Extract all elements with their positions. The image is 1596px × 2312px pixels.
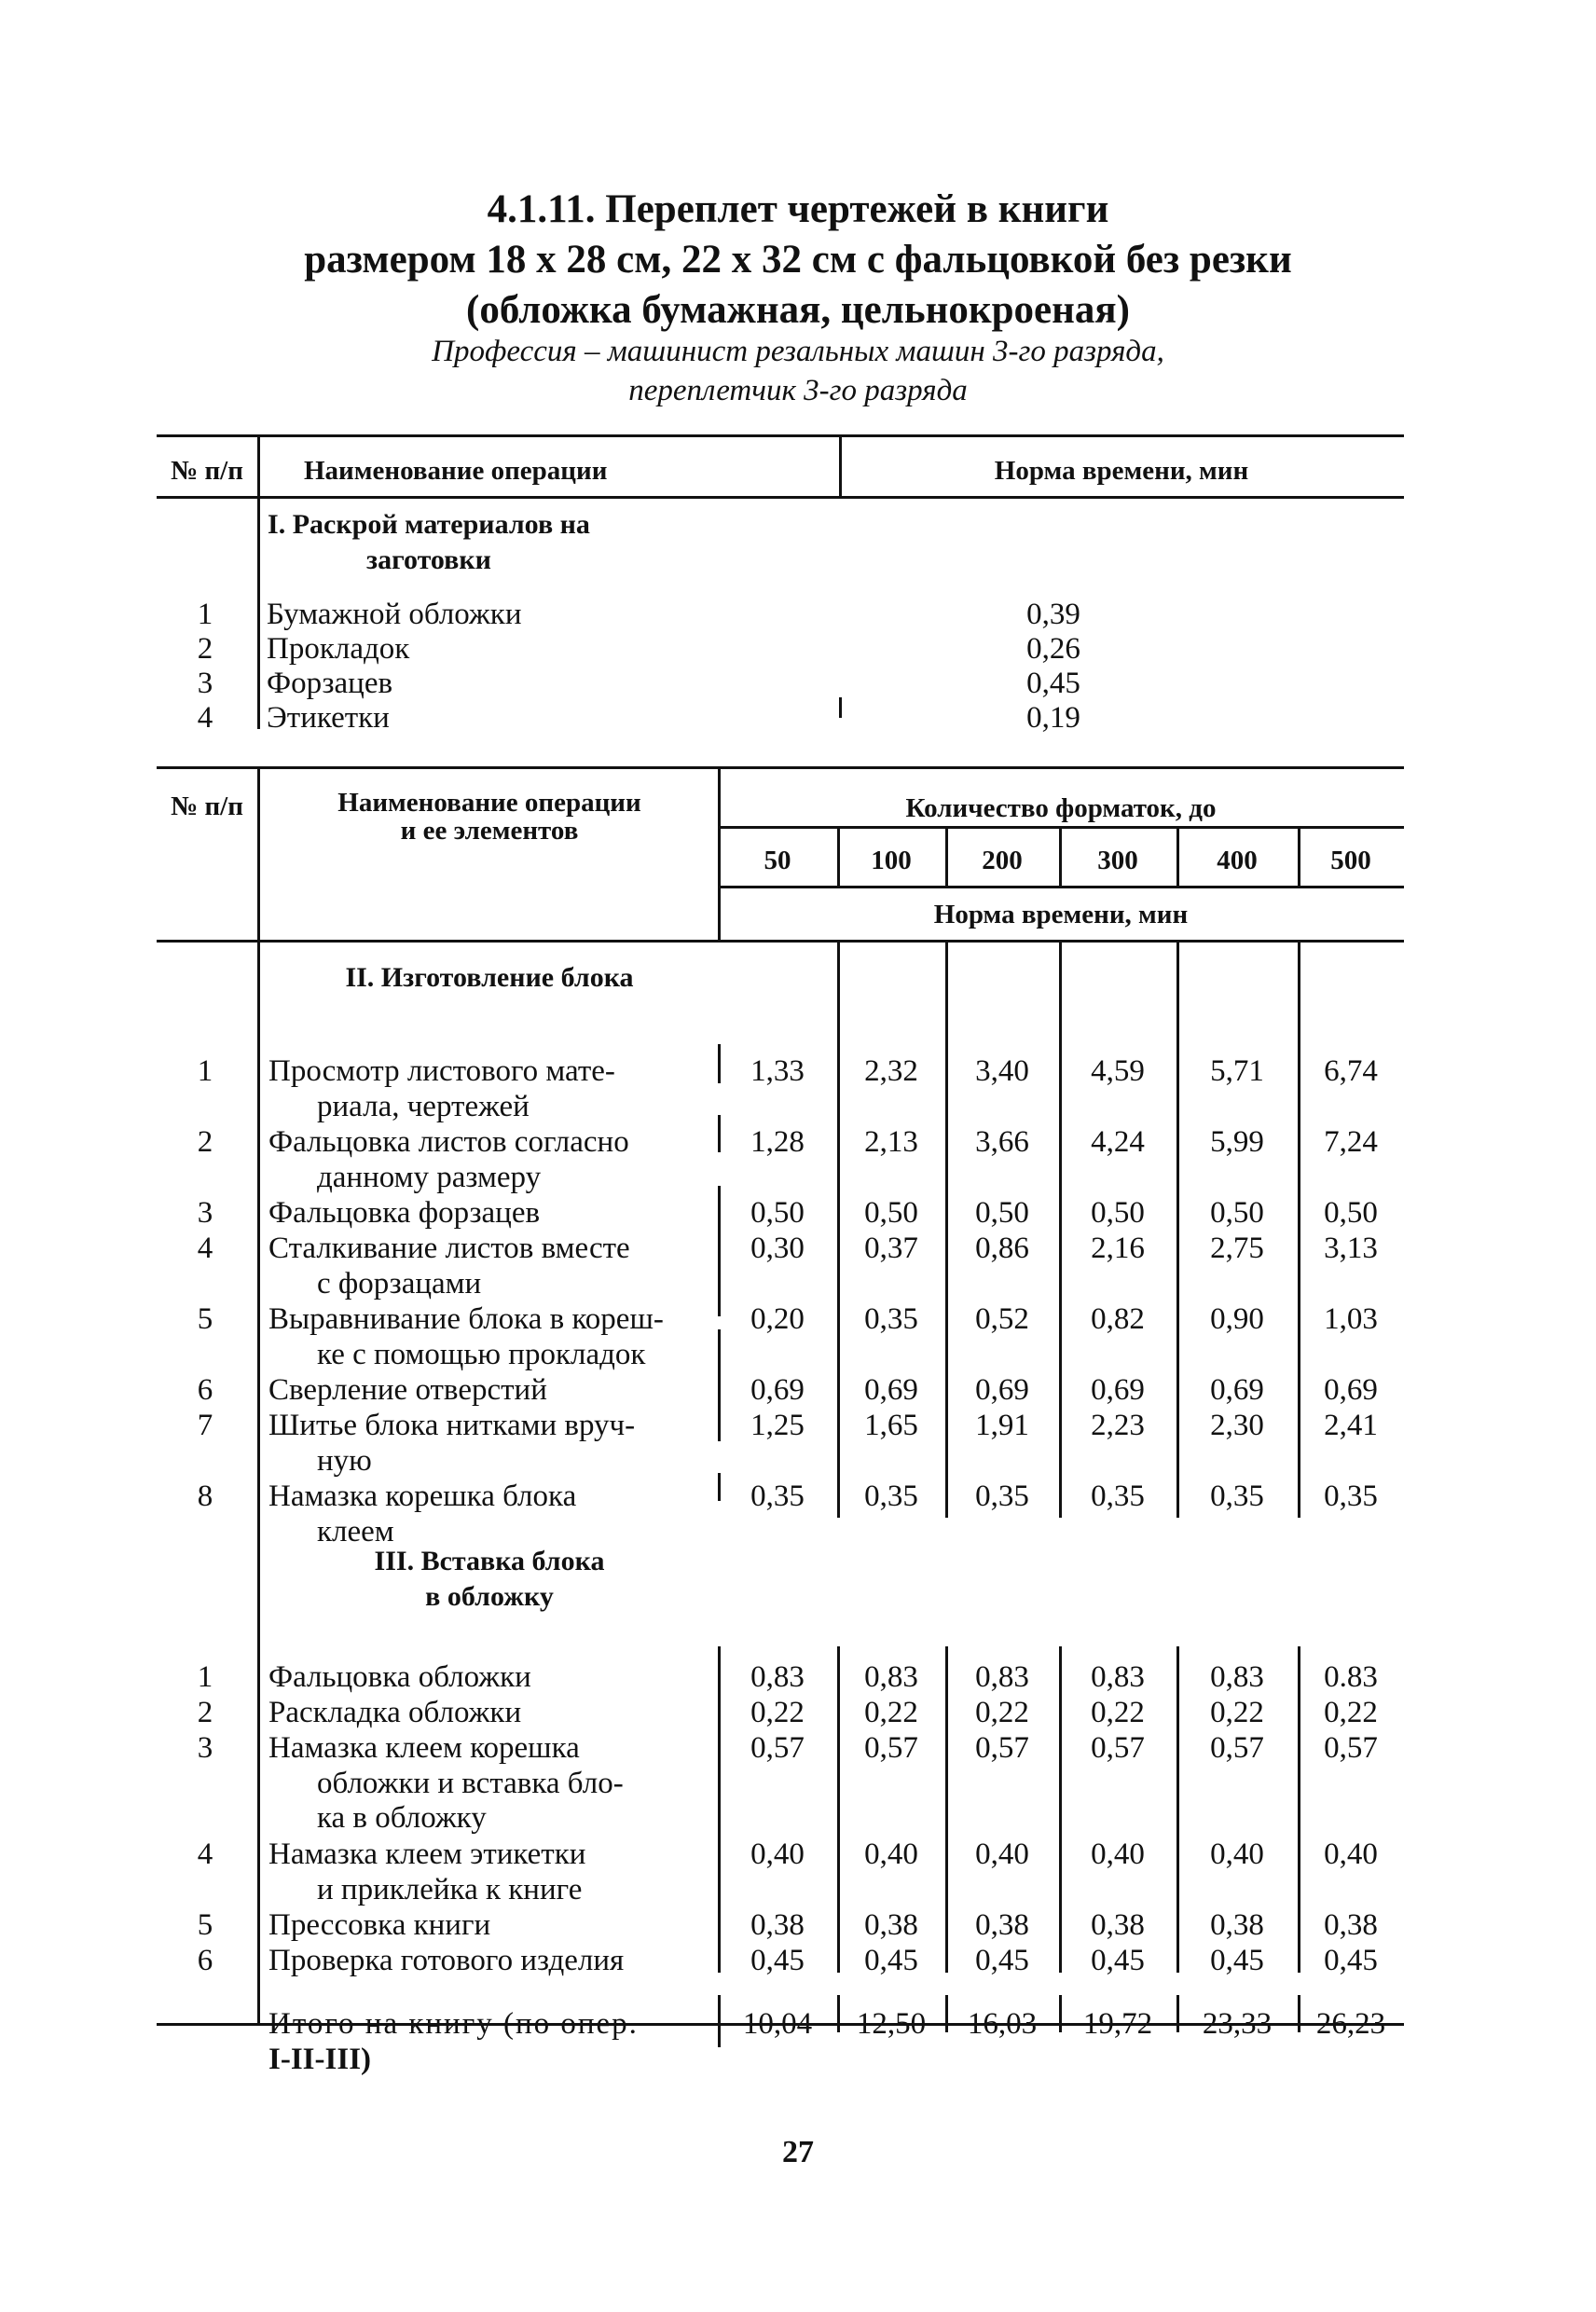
row-number: 8 xyxy=(197,1479,213,1513)
operation-name: клеем xyxy=(317,1514,394,1548)
time-value: 0,50 xyxy=(1091,1196,1145,1230)
time-value: 3,13 xyxy=(1324,1232,1378,1265)
time-value: 0,50 xyxy=(1324,1196,1378,1230)
section-3-title xyxy=(261,1544,718,1615)
table1-row-value: 0,39 xyxy=(1026,598,1080,631)
qty-col-header: 400 xyxy=(1217,846,1258,875)
time-value: 0.83 xyxy=(1324,1660,1378,1694)
time-value: 0,40 xyxy=(750,1837,805,1871)
qty-col-header: 500 xyxy=(1330,846,1371,875)
time-value: 5,71 xyxy=(1210,1054,1264,1088)
row-number: 3 xyxy=(197,1196,213,1230)
operation-name: Сталкивание листов вместе xyxy=(268,1232,630,1265)
operation-name: Раскладка обложки xyxy=(268,1696,522,1729)
operation-name: ка в обложку xyxy=(317,1801,487,1835)
time-value: 1,65 xyxy=(864,1409,918,1442)
table1-row-num: 1 xyxy=(197,598,213,631)
time-value: 0,57 xyxy=(1091,1731,1145,1765)
time-value: 0,35 xyxy=(864,1302,918,1336)
time-value: 0,83 xyxy=(975,1660,1029,1694)
row-number: 4 xyxy=(197,1232,213,1265)
page-number: 27 xyxy=(782,2135,814,2169)
time-value: 0,57 xyxy=(864,1731,918,1765)
table1-row-num: 4 xyxy=(197,701,213,735)
row-number: 4 xyxy=(197,1837,213,1871)
row-number: 7 xyxy=(197,1409,213,1442)
table1-row-value: 0,45 xyxy=(1026,667,1080,700)
time-value: 0,22 xyxy=(1324,1696,1378,1729)
operation-name: с форзацами xyxy=(317,1266,482,1300)
row-number: 2 xyxy=(197,1696,213,1729)
time-value: 0,35 xyxy=(864,1479,918,1513)
operation-name: Сверление отверстий xyxy=(268,1373,547,1407)
time-value: 4,24 xyxy=(1091,1125,1145,1159)
operation-name: Фальцовка листов согласно xyxy=(268,1125,629,1159)
qty-col-header: 200 xyxy=(982,846,1023,875)
time-value: 0,35 xyxy=(1210,1479,1264,1513)
time-value: 0,35 xyxy=(1324,1479,1378,1513)
time-value: 0,38 xyxy=(864,1908,918,1942)
time-value: 0,90 xyxy=(1210,1302,1264,1336)
time-value: 0,82 xyxy=(1091,1302,1145,1336)
row-number: 2 xyxy=(197,1125,213,1159)
table1-row-num: 3 xyxy=(197,667,213,700)
table1-divider-tail xyxy=(839,697,842,718)
time-value: 0,45 xyxy=(1091,1944,1145,1977)
qty-col-header: 100 xyxy=(871,846,912,875)
time-value: 0,22 xyxy=(864,1696,918,1729)
time-value: 1,28 xyxy=(750,1125,805,1159)
table2-header-qty: Количество форматок, до xyxy=(905,793,1217,823)
time-value: 0,83 xyxy=(1091,1660,1145,1694)
time-value: 0,30 xyxy=(750,1232,805,1265)
time-value: 0,45 xyxy=(864,1944,918,1977)
time-value: 0,57 xyxy=(1324,1731,1378,1765)
table2-header-name-line-2: и ее элементов xyxy=(400,816,579,846)
table1-header-rule xyxy=(157,496,1404,499)
operation-name: Намазка корешка блока xyxy=(268,1479,577,1513)
time-value: 0,50 xyxy=(1210,1196,1264,1230)
time-value: 4,59 xyxy=(1091,1054,1145,1088)
table2-header-name-line-1: Наименование операции xyxy=(337,788,641,818)
total-value: 26,23 xyxy=(1315,2007,1386,2041)
section-3-line-1: III. Вставка блока xyxy=(374,1546,605,1576)
operation-name: Выравнивание блока в кореш- xyxy=(268,1302,664,1336)
time-value: 7,24 xyxy=(1324,1125,1378,1159)
profession-line-1: Профессия – машинист резальных машин 3-го разряда, xyxy=(432,335,1164,368)
total-value: 16,03 xyxy=(967,2007,1038,2041)
operation-name: риала, чертежей xyxy=(317,1089,530,1123)
time-value: 0,35 xyxy=(975,1479,1029,1513)
operation-name: обложки и вставка бло- xyxy=(317,1766,624,1800)
table2-header-norm: Норма времени, мин xyxy=(933,900,1189,929)
time-value: 0,45 xyxy=(750,1944,805,1977)
time-value: 0,86 xyxy=(975,1232,1029,1265)
time-value: 0,45 xyxy=(975,1944,1029,1977)
table1-header-name: Наименование операции xyxy=(304,456,608,486)
time-value: 0,83 xyxy=(1210,1660,1264,1694)
table1-row-name: Бумажной обложки xyxy=(267,598,522,631)
time-value: 0,40 xyxy=(864,1837,918,1871)
operation-name: Просмотр листового мате- xyxy=(268,1054,615,1088)
row-number: 5 xyxy=(197,1908,213,1942)
time-value: 1,25 xyxy=(750,1409,805,1442)
operation-name: Фальцовка обложки xyxy=(268,1660,531,1694)
table1-divider-num xyxy=(257,434,260,729)
time-value: 0,22 xyxy=(1210,1696,1264,1729)
row-number: 1 xyxy=(197,1054,213,1088)
table1-row-num: 2 xyxy=(197,632,213,666)
time-value: 0,83 xyxy=(750,1660,805,1694)
time-value: 0,38 xyxy=(1091,1908,1145,1942)
time-value: 0,57 xyxy=(1210,1731,1264,1765)
time-value: 0,69 xyxy=(975,1373,1029,1407)
total-value: 19,72 xyxy=(1082,2007,1153,2041)
operation-name: и приклейка к книге xyxy=(317,1872,583,1906)
section-2-title: II. Изготовление блока xyxy=(345,962,634,993)
title-line-1: 4.1.11. Переплет чертежей в книги xyxy=(487,187,1109,231)
time-value: 0,45 xyxy=(1210,1944,1264,1977)
table1-row-name: Форзацев xyxy=(267,667,393,700)
time-value: 0,40 xyxy=(1091,1837,1145,1871)
operation-name: Намазка клеем этикетки xyxy=(268,1837,586,1871)
table1-row-value: 0,19 xyxy=(1026,701,1080,735)
profession-note xyxy=(0,332,1596,410)
time-value: 0,69 xyxy=(1091,1373,1145,1407)
time-value: 0,40 xyxy=(1324,1837,1378,1871)
total-label-line-2: I-II-III) xyxy=(268,2043,372,2076)
time-value: 1,91 xyxy=(975,1409,1029,1442)
operation-name: ке с помощью прокладок xyxy=(317,1337,646,1371)
time-value: 0,22 xyxy=(1091,1696,1145,1729)
time-value: 5,99 xyxy=(1210,1125,1264,1159)
time-value: 0,20 xyxy=(750,1302,805,1336)
total-label-line-1: Итого на книгу (по опер. xyxy=(268,2007,639,2041)
time-value: 0,40 xyxy=(1210,1837,1264,1871)
time-value: 2,16 xyxy=(1091,1232,1145,1265)
table1-section-line-2: заготовки xyxy=(366,544,491,575)
operation-name: Фальцовка форзацев xyxy=(268,1196,541,1230)
time-value: 0,69 xyxy=(1210,1373,1264,1407)
time-value: 0,45 xyxy=(1324,1944,1378,1977)
time-value: 0,83 xyxy=(864,1660,918,1694)
table2-cols-rule xyxy=(718,886,1404,888)
time-value: 0,38 xyxy=(1210,1908,1264,1942)
qty-col-header: 50 xyxy=(764,846,791,875)
time-value: 0,37 xyxy=(864,1232,918,1265)
time-value: 0,50 xyxy=(975,1196,1029,1230)
time-value: 0,57 xyxy=(750,1731,805,1765)
time-value: 2,32 xyxy=(864,1054,918,1088)
total-value: 23,33 xyxy=(1202,2007,1273,2041)
time-value: 0,50 xyxy=(750,1196,805,1230)
table1-top-rule xyxy=(157,434,1404,437)
time-value: 3,40 xyxy=(975,1054,1029,1088)
time-value: 2,75 xyxy=(1210,1232,1264,1265)
time-value: 0,38 xyxy=(975,1908,1029,1942)
row-number: 3 xyxy=(197,1731,213,1765)
time-value: 6,74 xyxy=(1324,1054,1378,1088)
time-value: 0,50 xyxy=(864,1196,918,1230)
time-value: 2,41 xyxy=(1324,1409,1378,1442)
operation-name: ную xyxy=(317,1443,372,1478)
time-value: 0,52 xyxy=(975,1302,1029,1336)
title-line-2: размером 18 x 28 см, 22 x 32 см с фальцовкой без резки xyxy=(304,238,1292,282)
operation-name: Шитье блока нитками вруч- xyxy=(268,1409,636,1442)
profession-line-2: переплетчик 3-го разряда xyxy=(628,374,968,407)
operation-name: Намазка клеем корешка xyxy=(268,1731,580,1765)
time-value: 0,38 xyxy=(750,1908,805,1942)
time-value: 2,30 xyxy=(1210,1409,1264,1442)
total-value: 12,50 xyxy=(856,2007,927,2041)
time-value: 0,57 xyxy=(975,1731,1029,1765)
row-number: 6 xyxy=(197,1944,213,1977)
operation-name: данному размеру xyxy=(317,1160,542,1194)
qty-col-header: 300 xyxy=(1097,846,1138,875)
time-value: 0,69 xyxy=(864,1373,918,1407)
time-value: 2,13 xyxy=(864,1125,918,1159)
time-value: 0,40 xyxy=(975,1837,1029,1871)
table1-section-title xyxy=(261,507,597,578)
operation-name: Прессовка книги xyxy=(268,1908,491,1942)
document-title xyxy=(0,185,1596,336)
row-number: 5 xyxy=(197,1302,213,1336)
table1-header-num: № п/п xyxy=(171,456,243,486)
total-value: 10,04 xyxy=(742,2007,813,2041)
table1-row-name: Прокладок xyxy=(267,632,410,666)
time-value: 0,69 xyxy=(750,1373,805,1407)
title-line-3: (обложка бумажная, цельнокроеная) xyxy=(466,288,1130,332)
row-number: 1 xyxy=(197,1660,213,1694)
table1-section-line-1: I. Раскрой материалов на xyxy=(268,509,590,540)
time-value: 0,22 xyxy=(975,1696,1029,1729)
time-value: 0,22 xyxy=(750,1696,805,1729)
table2-header-rule xyxy=(157,940,1404,943)
time-value: 0,35 xyxy=(750,1479,805,1513)
time-value: 0,35 xyxy=(1091,1479,1145,1513)
row-number: 6 xyxy=(197,1373,213,1407)
time-value: 0,69 xyxy=(1324,1373,1378,1407)
table1-row-name: Этикетки xyxy=(267,701,390,735)
table2-top-rule xyxy=(157,766,1404,769)
time-value: 1,03 xyxy=(1324,1302,1378,1336)
operation-name: Проверка готового изделия xyxy=(268,1944,625,1977)
table1-row-value: 0,26 xyxy=(1026,632,1080,666)
time-value: 1,33 xyxy=(750,1054,805,1088)
time-value: 3,66 xyxy=(975,1125,1029,1159)
time-value: 0,38 xyxy=(1324,1908,1378,1942)
time-value: 2,23 xyxy=(1091,1409,1145,1442)
table2-divider-num xyxy=(257,766,260,2025)
section-3-line-2: в обложку xyxy=(425,1581,554,1612)
table2-header-name xyxy=(261,789,718,845)
table1-header-norm: Норма времени, мин xyxy=(994,456,1249,486)
table2-header-num: № п/п xyxy=(171,791,243,821)
